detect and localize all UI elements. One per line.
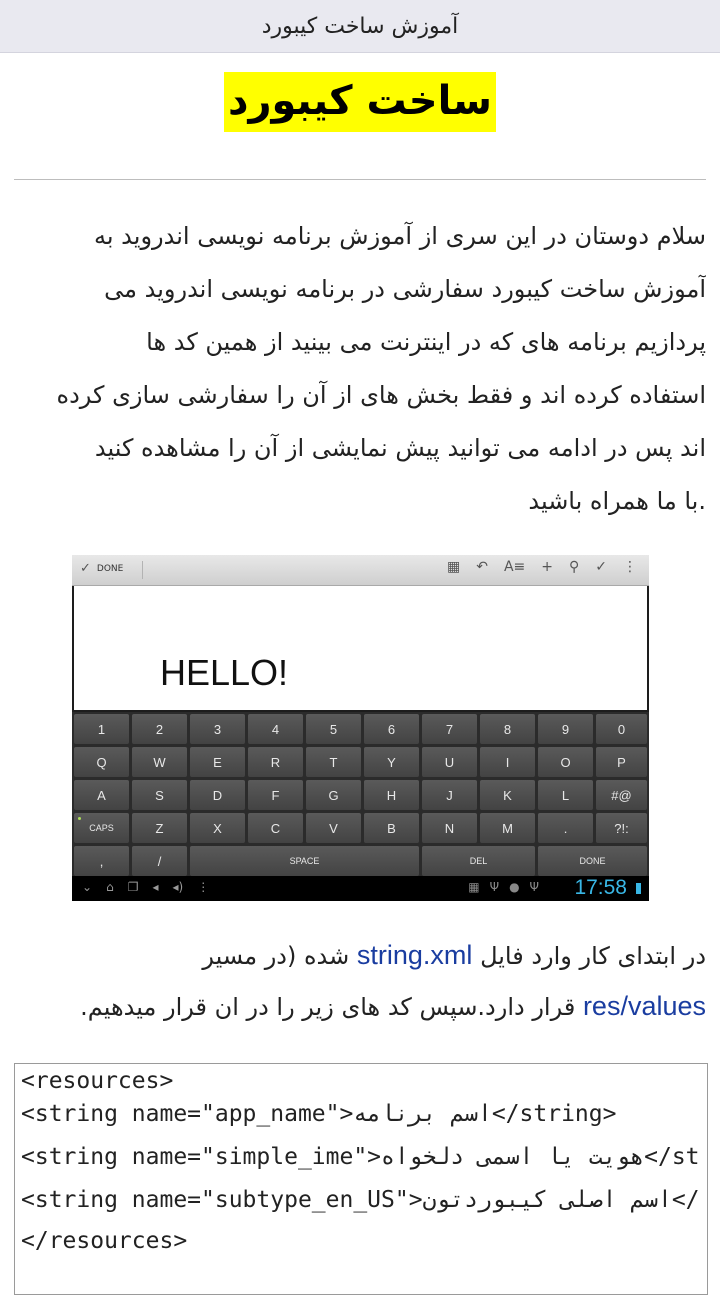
key: M [480,813,535,843]
editor-text: HELLO! [160,652,289,693]
intro-line: .با ما همراه باشید [528,487,706,515]
instructions-text: شده (در مسیر [202,942,350,970]
space-key: SPACE [190,846,419,876]
keyboard-row-zxcv [74,813,647,843]
search-icon: ⚲ [569,559,580,575]
nav-icons [82,880,209,894]
key: C [248,813,303,843]
home-icon: ⌂ [106,880,114,894]
battery-icon [636,883,641,894]
action-bar-separator [142,561,143,579]
key: 2 [132,714,187,744]
code-line: <string name="simple_ime">هویت یا اسمی دلخواه</st [21,1144,700,1170]
usb-debug-icon: Ψ [529,880,539,894]
headline-container [0,72,720,132]
soft-keyboard [72,712,649,876]
key: 1 [74,714,129,744]
volume-down-icon: ◂ [152,880,159,894]
key: 3 [190,714,245,744]
slash-key: / [132,846,187,876]
instructions-line-2 [16,981,706,1032]
key: J [422,780,477,810]
intro-paragraph [16,210,706,528]
done-action [80,561,123,576]
code-block[interactable] [14,1063,708,1295]
keyboard-row-qwerty [74,747,647,777]
instructions-paragraph [16,930,706,1032]
key: 9 [538,714,593,744]
section-divider [14,179,706,180]
undo-icon: ↶ [476,559,488,575]
caps-indicator [78,817,81,820]
key: A [74,780,129,810]
keyboard-row-numbers [74,714,647,744]
instructions-text: در ابتدای کار وارد فایل [480,942,706,970]
key: Q [74,747,129,777]
key: #@ [596,780,647,810]
key: 7 [422,714,477,744]
key: E [190,747,245,777]
editor-action-bar [72,555,649,586]
key: U [422,747,477,777]
file-name-link[interactable]: string.xml [356,940,473,970]
recent-apps-icon: ❐ [127,880,139,894]
instructions-text: قرار دارد.سپس کد های زیر را در ان قرار میدهیم. [80,993,576,1021]
keyboard-preview-image [72,555,649,901]
editor-text-area [74,586,647,710]
text-format-icon: A≡ [503,559,526,575]
caps-key-label: CAPS [89,823,114,833]
key: 8 [480,714,535,744]
key: T [306,747,361,777]
usb-icon: Ψ [489,880,500,894]
keyboard-icon: ▦ [468,880,480,894]
keyboard-row-bottom [74,846,647,876]
caps-key [74,813,129,843]
intro-line: اند پس در ادامه می توانید پیش نمایشی از آن را مشاهده کنید [94,434,706,462]
key: W [132,747,187,777]
key: B [364,813,419,843]
key: F [248,780,303,810]
key: 5 [306,714,361,744]
key: R [248,747,303,777]
key: I [480,747,535,777]
delete-key: DEL [422,846,535,876]
key: N [422,813,477,843]
instructions-line-1 [16,930,706,981]
key: Y [364,747,419,777]
done-action-label: DONE [96,563,124,574]
status-icons [468,880,539,894]
volume-up-icon: ◂) [172,880,184,894]
menu-icon: ⋮ [197,880,210,894]
check-icon: ✓ [80,561,91,576]
key: G [306,780,361,810]
action-bar-icons [447,559,637,575]
key: 0 [596,714,647,744]
key: Z [132,813,187,843]
code-line: </resources> [21,1228,188,1254]
overflow-menu-icon: ⋮ [623,559,637,575]
code-line: <resources> [21,1068,174,1094]
keyboard-row-asdf [74,780,647,810]
key: . [538,813,593,843]
page-headline: ساخت کیبورد [224,72,496,132]
status-clock: 17:58 [574,876,627,899]
key: O [538,747,593,777]
key: X [190,813,245,843]
grid-icon: ▦ [446,559,461,575]
key: 4 [248,714,303,744]
key: D [190,780,245,810]
code-line: <string name="subtype_en_US">اسم اصلی کیبوردتون</ [21,1187,700,1213]
back-icon: ⌄ [82,880,93,894]
intro-line: استفاده کرده اند و فقط بخش های از آن را سفارشی سازی کرده [56,381,706,409]
system-nav-bar [72,876,649,901]
key: V [306,813,361,843]
key: L [538,780,593,810]
key: S [132,780,187,810]
app-title-bar [0,0,720,53]
intro-line: سلام دوستان در این سری از آموزش برنامه نویسی اندروید به [94,222,706,250]
done-key: DONE [538,846,647,876]
path-link[interactable]: res/values [582,991,706,1021]
spellcheck-icon: ✓ [595,559,607,575]
intro-line: پردازیم برنامه های که در اینترنت می بینید از همین کد ها [146,328,706,356]
intro-line: آموزش ساخت کیبورد سفارشی در برنامه نویسی اندروید می [104,275,706,303]
app-title: آموزش ساخت کیبورد [261,13,459,39]
code-line: <string name="app_name">اسم برنامه</string> [21,1101,617,1127]
key: H [364,780,419,810]
key: 6 [364,714,419,744]
key: K [480,780,535,810]
key: P [596,747,647,777]
plus-icon: + [541,559,553,575]
comma-key: , [74,846,129,876]
key: ?!: [596,813,647,843]
android-icon: ● [509,880,520,894]
